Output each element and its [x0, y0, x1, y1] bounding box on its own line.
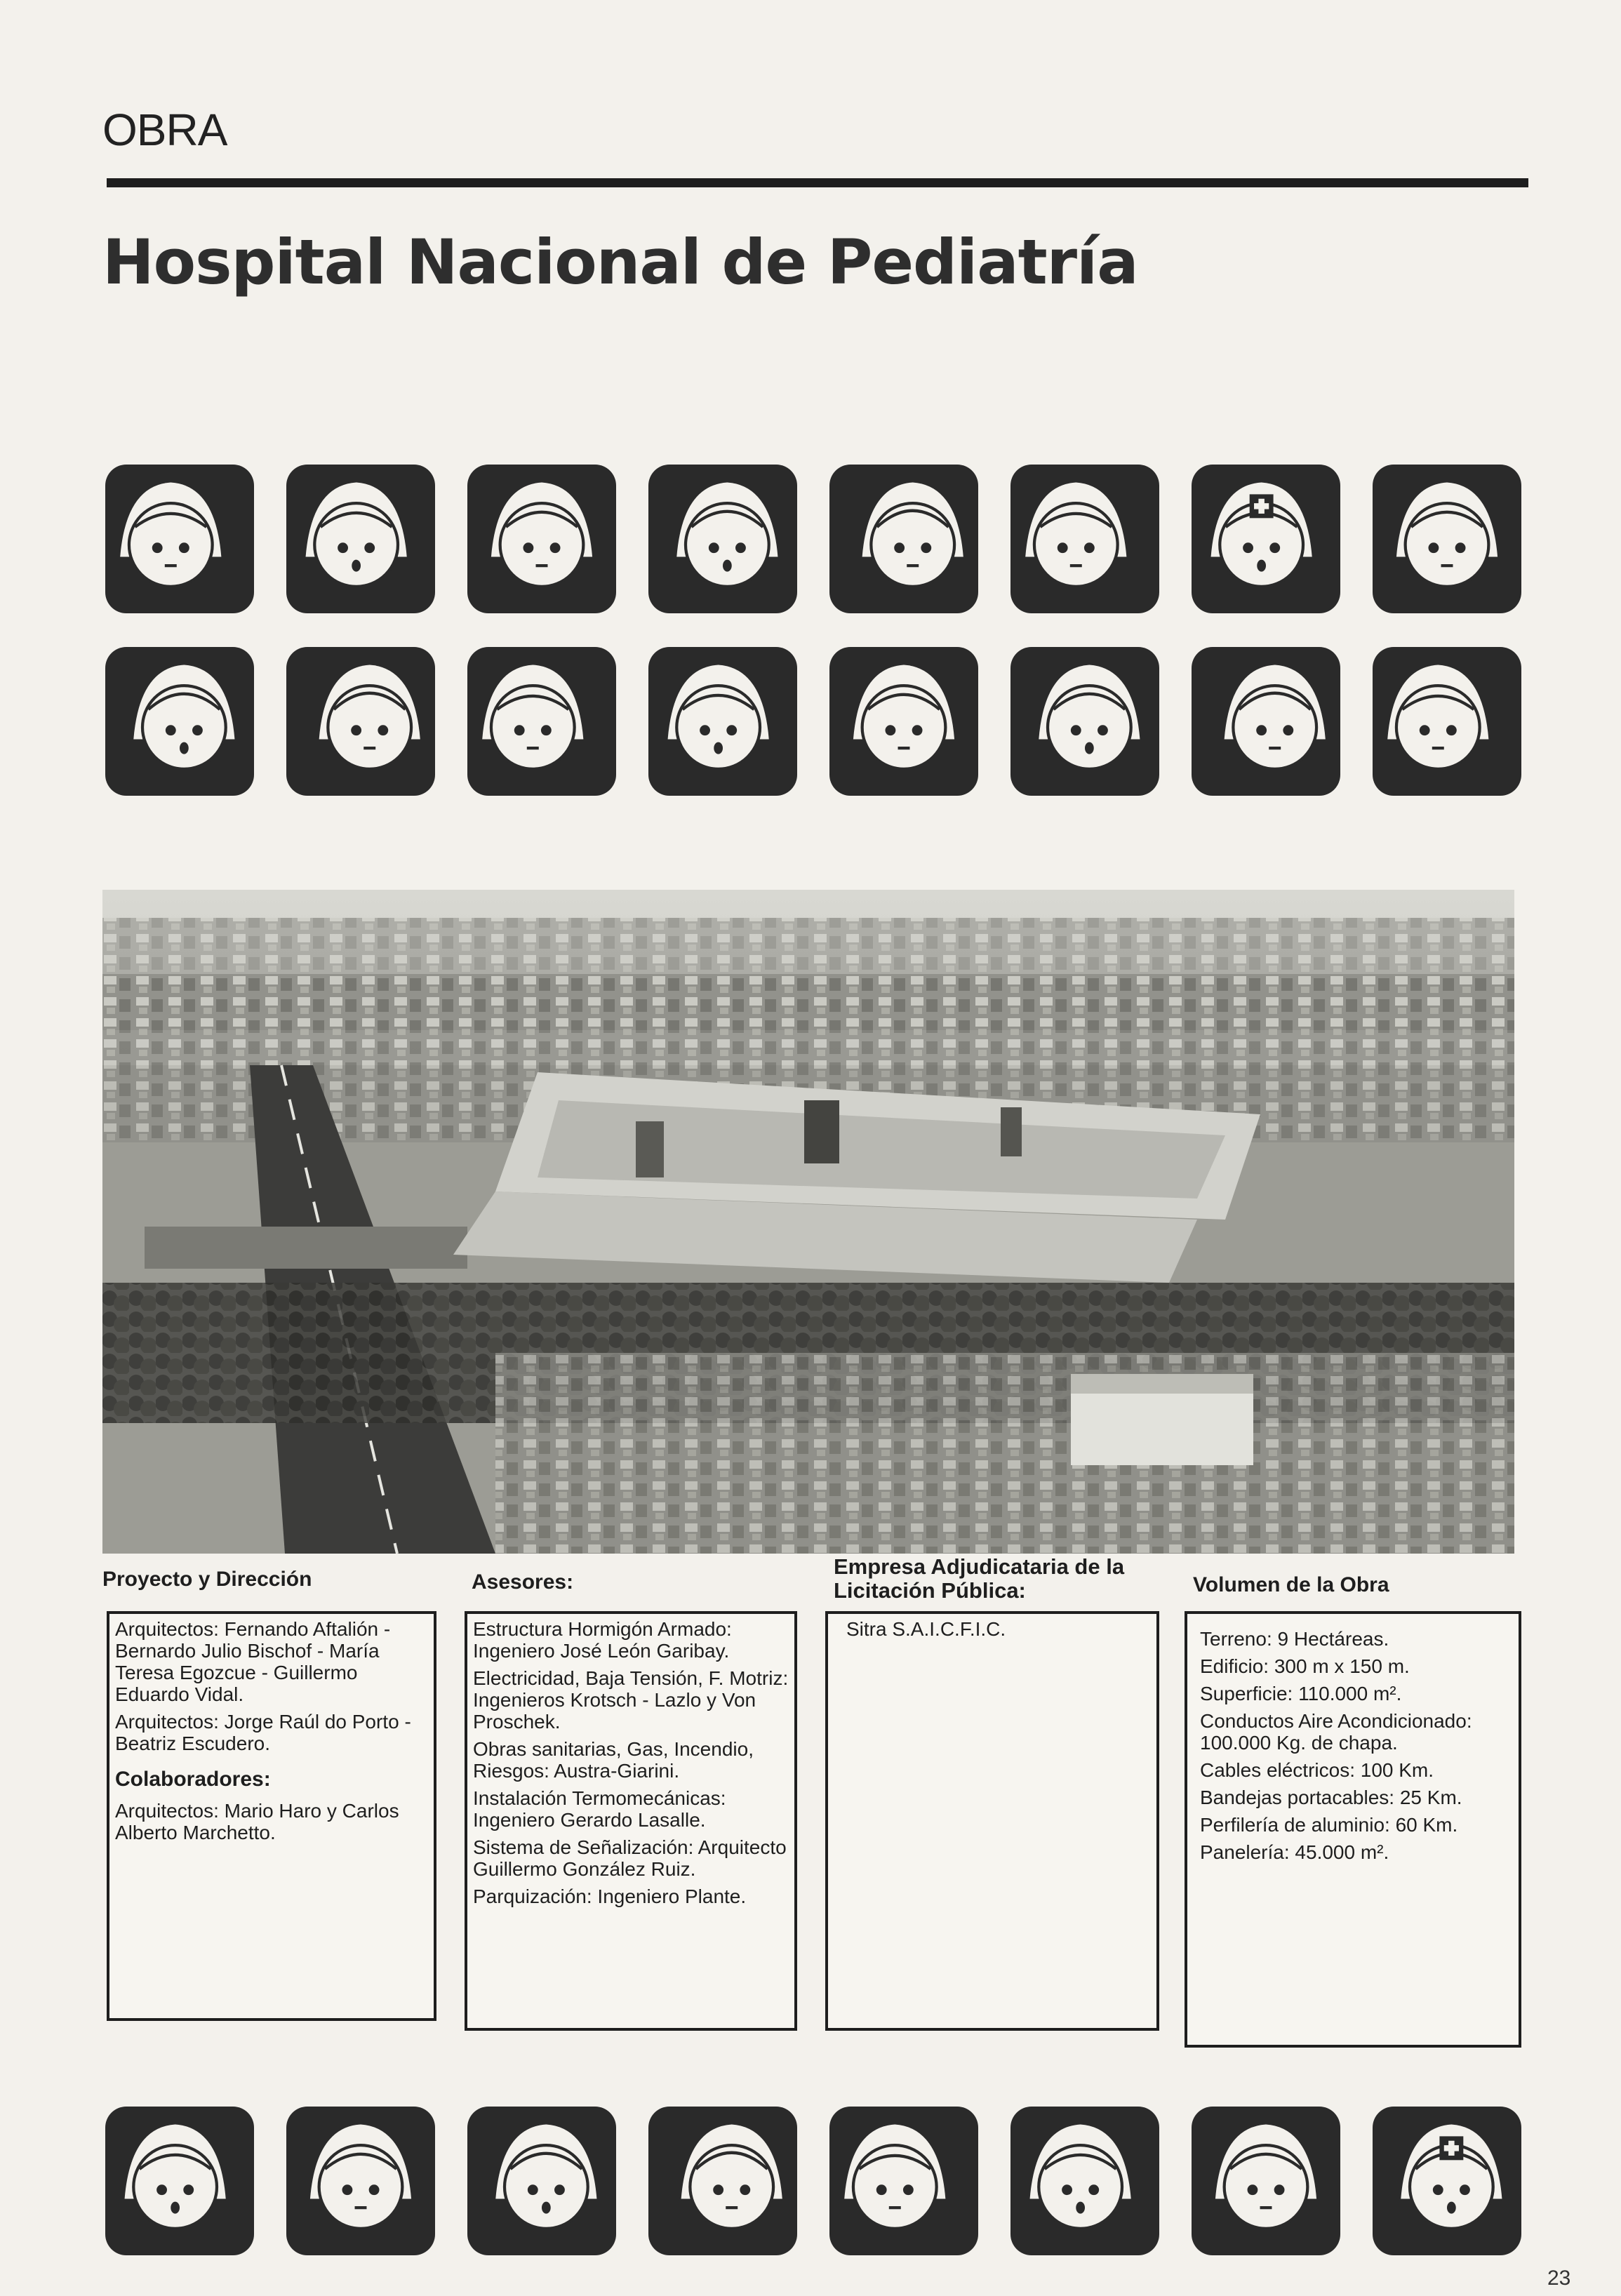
child-face-icon: [648, 2107, 797, 2255]
col-heading-volumen: Volumen de la Obra: [1193, 1573, 1389, 1596]
child-on-screen-icon: [1010, 465, 1159, 613]
pictogram-row-1: [105, 465, 1530, 615]
volumen-item: Terreno: 9 Hectáreas.: [1200, 1628, 1389, 1650]
asesor-item: Instalación Termomecánicas: Ingeniero Gerardo Lasalle.: [473, 1787, 726, 1831]
colaboradores-text: Arquitectos: Mario Haro y Carlos Alberto Marchetto.: [115, 1800, 399, 1843]
child-with-rash-icon: [467, 465, 616, 613]
child-with-medicine-spoon-icon: [1373, 647, 1521, 796]
child-with-headset-icon: [829, 465, 978, 613]
child-with-ice-pack-icon: [1373, 465, 1521, 613]
asesores-box: [465, 1611, 797, 2031]
page-number: 23: [1547, 2267, 1571, 2290]
child-smiling-icon: [286, 2107, 435, 2255]
asesor-item: Electricidad, Baja Tensión, F. Motriz: Ingenieros Krotsch - Lazlo y Von Proschek.: [473, 1667, 789, 1733]
child-with-bandage-icon: [467, 2107, 616, 2255]
page-title: Hospital Nacional de Pediatría: [102, 226, 1138, 298]
col-heading-proyecto: Proyecto y Dirección: [102, 1568, 312, 1591]
child-with-spots-icon: [648, 465, 797, 613]
child-with-flower-icon: [829, 2107, 978, 2255]
volumen-item: Panelería: 45.000 m².: [1200, 1841, 1389, 1863]
pictogram-row-2: [105, 647, 1530, 798]
child-in-bed-icon: [105, 647, 254, 796]
child-with-bottle-icon: [105, 465, 254, 613]
asesor-item: Parquización: Ingeniero Plante.: [473, 1885, 747, 1907]
proyecto-architects-2: Arquitectos: Jorge Raúl do Porto - Beatriz Escudero.: [115, 1711, 411, 1754]
volumen-item: Bandejas portacables: 25 Km.: [1200, 1787, 1462, 1808]
child-with-syringe-icon: [648, 647, 797, 796]
child-with-glasses-icon: [286, 465, 435, 613]
nurse-face-icon: [1192, 465, 1340, 613]
nun-face-icon: [829, 647, 978, 796]
col-heading-empresa: Empresa Adjudicataria de la Licitación Pública:: [834, 1554, 1125, 1603]
proyecto-box: [107, 1611, 436, 2021]
volumen-item: Edificio: 300 m x 150 m.: [1200, 1655, 1410, 1677]
child-mouth-open-icon: [1192, 647, 1340, 796]
volumen-box: [1185, 1611, 1521, 2048]
empresa-box: [825, 1611, 1159, 2031]
header-rule: [107, 178, 1528, 187]
doctor-with-head-mirror-icon: [1010, 647, 1159, 796]
col-heading-asesores: Asesores:: [472, 1570, 574, 1594]
pictogram-row-3: [105, 2107, 1530, 2257]
colaboradores-heading: Colaboradores:: [115, 1768, 271, 1791]
asesor-item: Obras sanitarias, Gas, Incendio, Riesgos: Austra-Giarini.: [473, 1738, 754, 1782]
section-label: OBRA: [102, 105, 227, 155]
child-silence-icon: [286, 647, 435, 796]
volumen-item: Cables eléctricos: 100 Km.: [1200, 1759, 1434, 1781]
volumen-item: Conductos Aire Acondicionado: 100.000 Kg. de chapa.: [1200, 1710, 1472, 1754]
volumen-item: Superficie: 110.000 m².: [1200, 1683, 1402, 1704]
child-with-microscope-icon: [467, 647, 616, 796]
child-eating-icon: [1192, 2107, 1340, 2255]
asesor-item: Estructura Hormigón Armado: Ingeniero José León Garibay.: [473, 1618, 732, 1662]
asesor-item: Sistema de Señalización: Arquitecto Guillermo González Ruiz.: [473, 1836, 787, 1880]
empresa-text: Sitra S.A.I.C.F.I.C.: [846, 1618, 1006, 1640]
aerial-photo-hospital: [102, 890, 1514, 1554]
child-crying-icon: [105, 2107, 254, 2255]
nurse-eating-icon: [1373, 2107, 1521, 2255]
cook-hat-icon: [1010, 2107, 1159, 2255]
proyecto-architects: Arquitectos: Fernando Aftalión - Bernardo Julio Bischof - María Teresa Egozcue - Guillermo Eduardo Vidal.: [115, 1618, 391, 1705]
volumen-item: Perfilería de aluminio: 60 Km.: [1200, 1814, 1458, 1836]
